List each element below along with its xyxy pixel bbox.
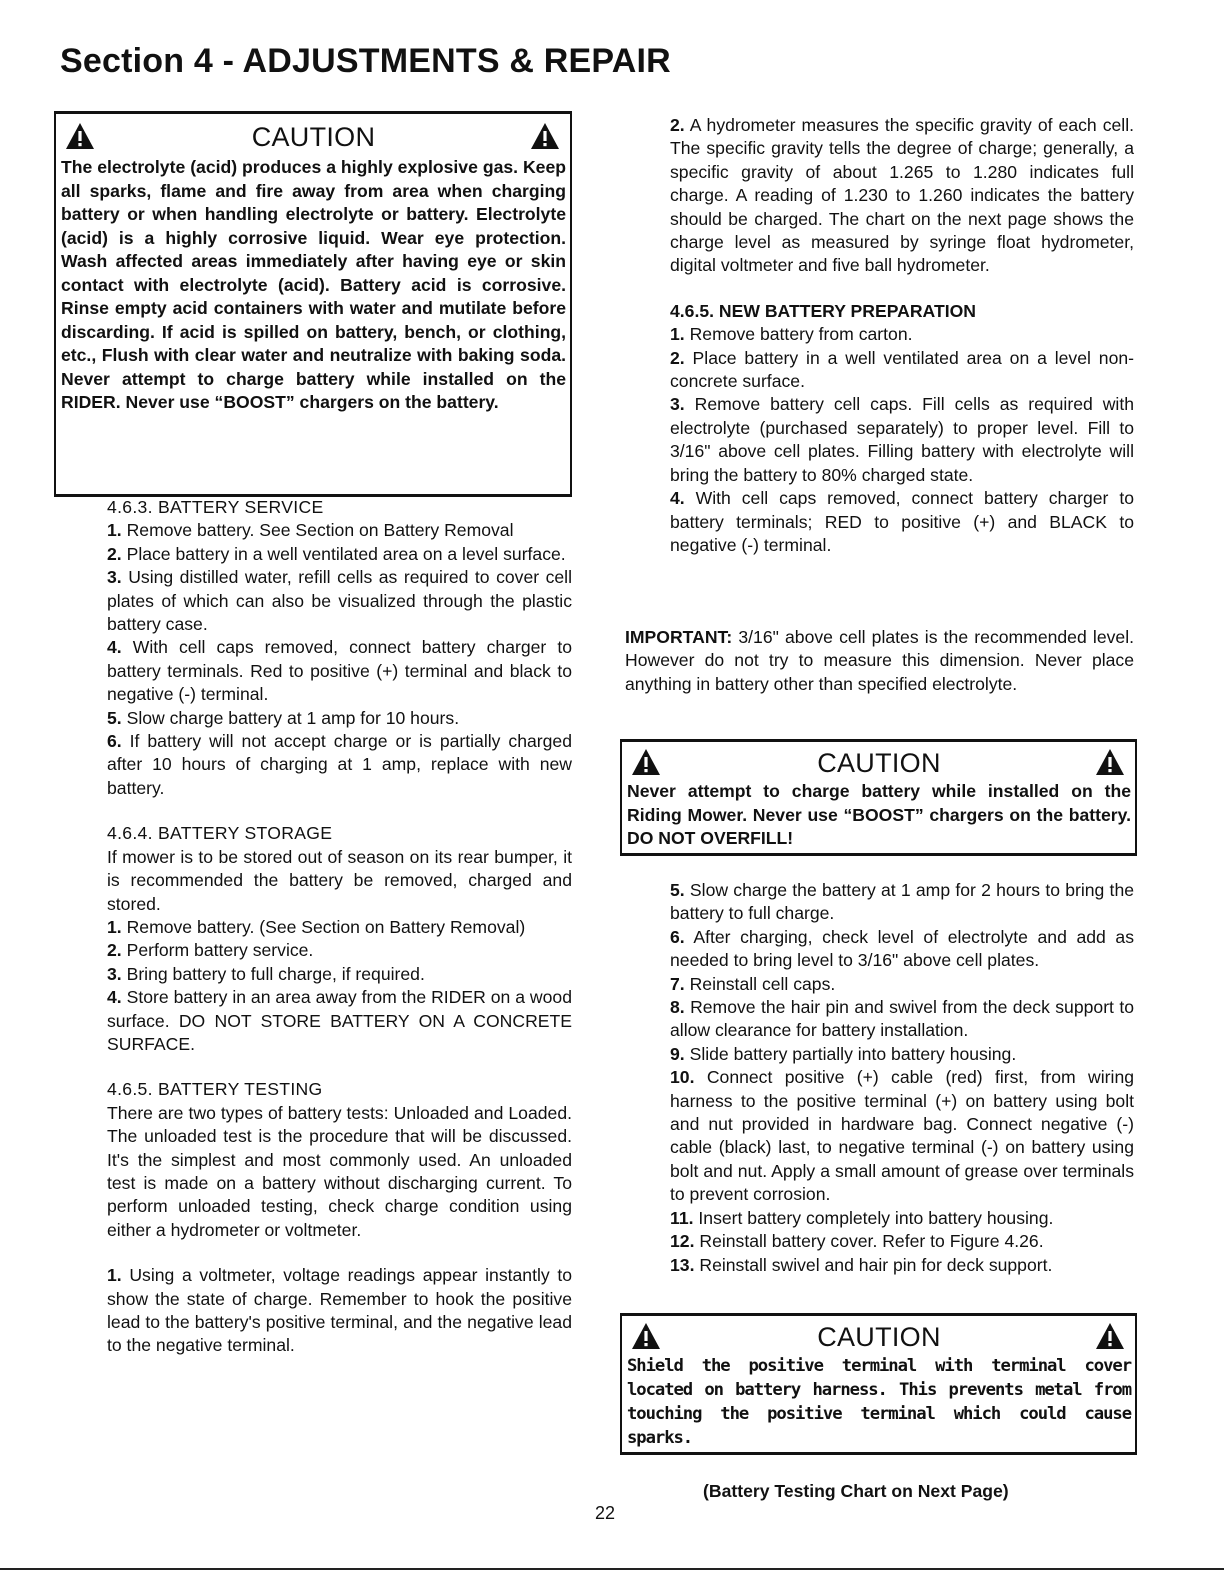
list-item: 1. Remove battery. (See Section on Battery Removal) (107, 916, 526, 937)
list-item: 2. Perform battery service. (107, 940, 314, 961)
warning-triangle-icon (65, 122, 95, 150)
list-item: 5. Slow charge the battery at 1 amp for 2 hours to bring the battery to full charge. (670, 880, 1135, 924)
warning-triangle-icon (530, 122, 560, 150)
list-item: 6. If battery will not accept charge or is partially charged after 10 hours of charging at 1 amp, replace with new battery. (107, 731, 572, 798)
warning-triangle-icon (1095, 1322, 1125, 1350)
list-item: 2. Place battery in a well ventilated area on a level surface. (107, 543, 566, 564)
caution-label: CAUTION (817, 1322, 941, 1352)
battery-testing-intro: There are two types of battery tests: Unloaded and Loaded. The unloaded test is the procedure that will be discussed. It's the simplest and most commonly used. An unloaded test is made on a battery without discharging current. To perform unloaded testing, check charge condition using either a hydrometer or voltmeter. (107, 1102, 572, 1240)
right-column-top (670, 114, 1134, 557)
important-text: 3/16" above cell plates is the recommended level. However do not try to measure this dimension. Never place anything in battery other than specified electrolyte. (625, 627, 1134, 694)
warning-triangle-icon (631, 748, 661, 776)
list-item: 6. After charging, check level of electrolyte and add as needed to bring level to 3/16" above cell plates. (670, 926, 1134, 971)
list-item: 2. A hydrometer measures the specific gravity of each cell. The specific gravity tells the degree of charge; generally, a specific gravity of about 1.265 to 1.280 indicates full charge. A reading of 1.230 to 1.260 indicates the battery should be charged. The chart on the next page shows the charge level as measured by syringe float hydrometer, digital voltmeter and five ball hydrometer. (670, 115, 1135, 276)
caution-header (61, 118, 566, 156)
list-item: 3. Bring battery to full charge, if required. (107, 963, 425, 984)
battery-storage-intro: If mower is to be stored out of season on its rear bumper, it is recommended the battery be removed, charged and stored. (107, 846, 572, 914)
list-item: 10. Connect positive (+) cable (red) first, from wiring harness to the positive terminal (+) on battery using bolt and nut provided in hardware bag. Connect negative (-) cable (black) last, to negative terminal (-) on battery using bolt and nut. Apply a small amount of grease over terminals to prevent corrosion. (670, 1067, 1135, 1205)
list-item: 4. With cell caps removed, connect battery charger to battery terminals. Red to positive (+) terminal and black to negative (-) terminal. (107, 637, 572, 705)
caution-box-shield-terminal (620, 1313, 1137, 1455)
caution-text: The electrolyte (acid) produces a highly explosive gas. Keep all sparks, flame and fire away from area when charging battery or when handling electrolyte or battery. Electrolyte (acid) is a highly corrosive liquid. Wear eye protection. Wash affected areas immediately after having eye or skin contact with electrolyte (acid). Battery acid is corrosive. Rinse empty acid containers with water and mutilate before discarding. If acid is spilled on battery, bench, or clothing, etc., Flush with clear water and neutralize with baking soda. Never attempt to charge battery while installed on the RIDER. Never use “BOOST” chargers on the battery. (61, 157, 566, 412)
list-item: 9. Slide battery partially into battery housing. (670, 1043, 1017, 1064)
list-item: 8. Remove the hair pin and swivel from the deck support to allow clearance for battery installation. (670, 997, 1134, 1041)
list-item: 4. Store battery in an area away from the RIDER on a wood surface. DO NOT STORE BATTERY ON A CONCRETE SURFACE. (107, 987, 572, 1054)
warning-triangle-icon (631, 1322, 661, 1350)
caution-header (627, 746, 1131, 780)
battery-service-heading: 4.6.3. BATTERY SERVICE (107, 497, 324, 517)
page-title: Section 4 - ADJUSTMENTS & REPAIR (60, 42, 671, 80)
caution-label: CAUTION (817, 748, 941, 778)
caution-header (627, 1320, 1131, 1354)
caution-box-electrolyte (54, 111, 572, 497)
list-item: 3. Remove battery cell caps. Fill cells as required with electrolyte (purchased separately) to proper level. Fill to 3/16" above cell plates. Filling battery with electrolyte will bring the battery to 80% charged state. (670, 394, 1135, 485)
page-number: 22 (595, 1503, 616, 1523)
list-item: 1. Remove battery from carton. (670, 324, 913, 345)
battery-testing-heading: 4.6.5. BATTERY TESTING (107, 1079, 323, 1100)
important-note (625, 626, 1134, 696)
list-item: 1. Using a voltmeter, voltage readings appear instantly to show the state of charge. Remember to hook the positive lead to the battery's positive terminal, and the negative lead to the negative terminal. (107, 1265, 572, 1356)
new-battery-prep-heading: 4.6.5. NEW BATTERY PREPARATION (670, 300, 976, 321)
list-item: 3. Using distilled water, refill cells as required to cover cell plates of which can also be visualized through the plastic battery case. (107, 567, 572, 635)
warning-triangle-icon (1095, 748, 1125, 776)
bottom-rule (0, 1568, 1224, 1570)
left-column (107, 496, 572, 1358)
caution-text: Shield the positive terminal with terminal cover located on battery harness. This prevents metal from touching the positive terminal which could cause sparks. (627, 1356, 1131, 1448)
list-item: 7. Reinstall cell caps. (670, 973, 836, 994)
caution-label: CAUTION (251, 122, 376, 152)
list-item: 12. Reinstall battery cover. Refer to Figure 4.26. (670, 1231, 1044, 1252)
caution-box-no-boost (620, 739, 1137, 856)
list-item: 11. Insert battery completely into battery housing. (670, 1207, 1054, 1228)
list-item: 2. Place battery in a well ventilated area on a level non-concrete surface. (670, 347, 1134, 392)
caution-text: Never attempt to charge battery while installed on the Riding Mower. Never use “BOOST” chargers on the battery. DO NOT OVERFILL! (627, 781, 1131, 848)
list-item: 4. With cell caps removed, connect battery charger to battery terminals; RED to positive (+) and BLACK to negative (-) terminal. (670, 488, 1134, 555)
list-item: 1. Remove battery. See Section on Battery Removal (107, 520, 514, 541)
list-item: 5. Slow charge battery at 1 amp for 10 hours. (107, 707, 460, 728)
battery-storage-heading: 4.6.4. BATTERY STORAGE (107, 823, 333, 844)
right-column-bottom (670, 879, 1134, 1277)
list-item: 13. Reinstall swivel and hair pin for deck support. (670, 1254, 1053, 1275)
footer-note: (Battery Testing Chart on Next Page) (703, 1481, 1009, 1501)
important-label: IMPORTANT: (625, 627, 733, 647)
